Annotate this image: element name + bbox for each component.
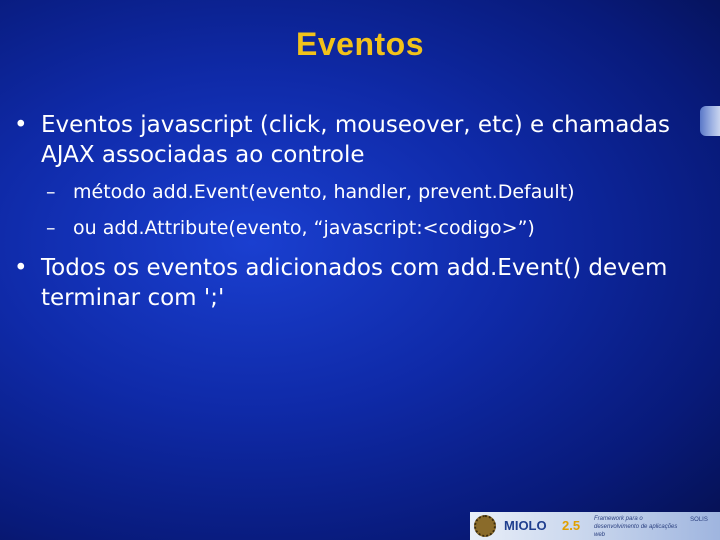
bullet-text-line: AJAX associadas ao controle [41, 142, 365, 168]
sub-bullet-text: método add.Event(evento, handler, prevent.Default) [73, 181, 575, 203]
edge-decoration [700, 106, 720, 136]
bullet-text-line: Todos os eventos adicionados com add.Event() devem [41, 255, 668, 281]
logo-partner: SOLIS [690, 517, 708, 523]
sub-bullet-text: ou add.Attribute(evento, “javascript:<codigo>”) [73, 217, 535, 239]
logo-tagline: Framework para o desenvolvimento de aplicações web [594, 516, 678, 538]
logo-version: 2.5 [562, 518, 581, 533]
sub-bullet-marker: – [46, 217, 56, 239]
logo-name: MIOLO [504, 518, 547, 533]
bullet-marker: • [14, 255, 28, 281]
bullet-text [41, 110, 670, 170]
bullet-text-line: Eventos javascript (click, mouseover, etc) e chamadas [41, 112, 670, 138]
slide-title: Eventos [296, 26, 424, 62]
footer-logo [470, 512, 720, 540]
bullet-text-line: terminar com ';' [41, 285, 225, 311]
sub-bullet-marker: – [46, 181, 56, 203]
gear-icon [474, 515, 496, 537]
bullet-marker: • [14, 112, 28, 138]
bullet-text [41, 253, 667, 313]
